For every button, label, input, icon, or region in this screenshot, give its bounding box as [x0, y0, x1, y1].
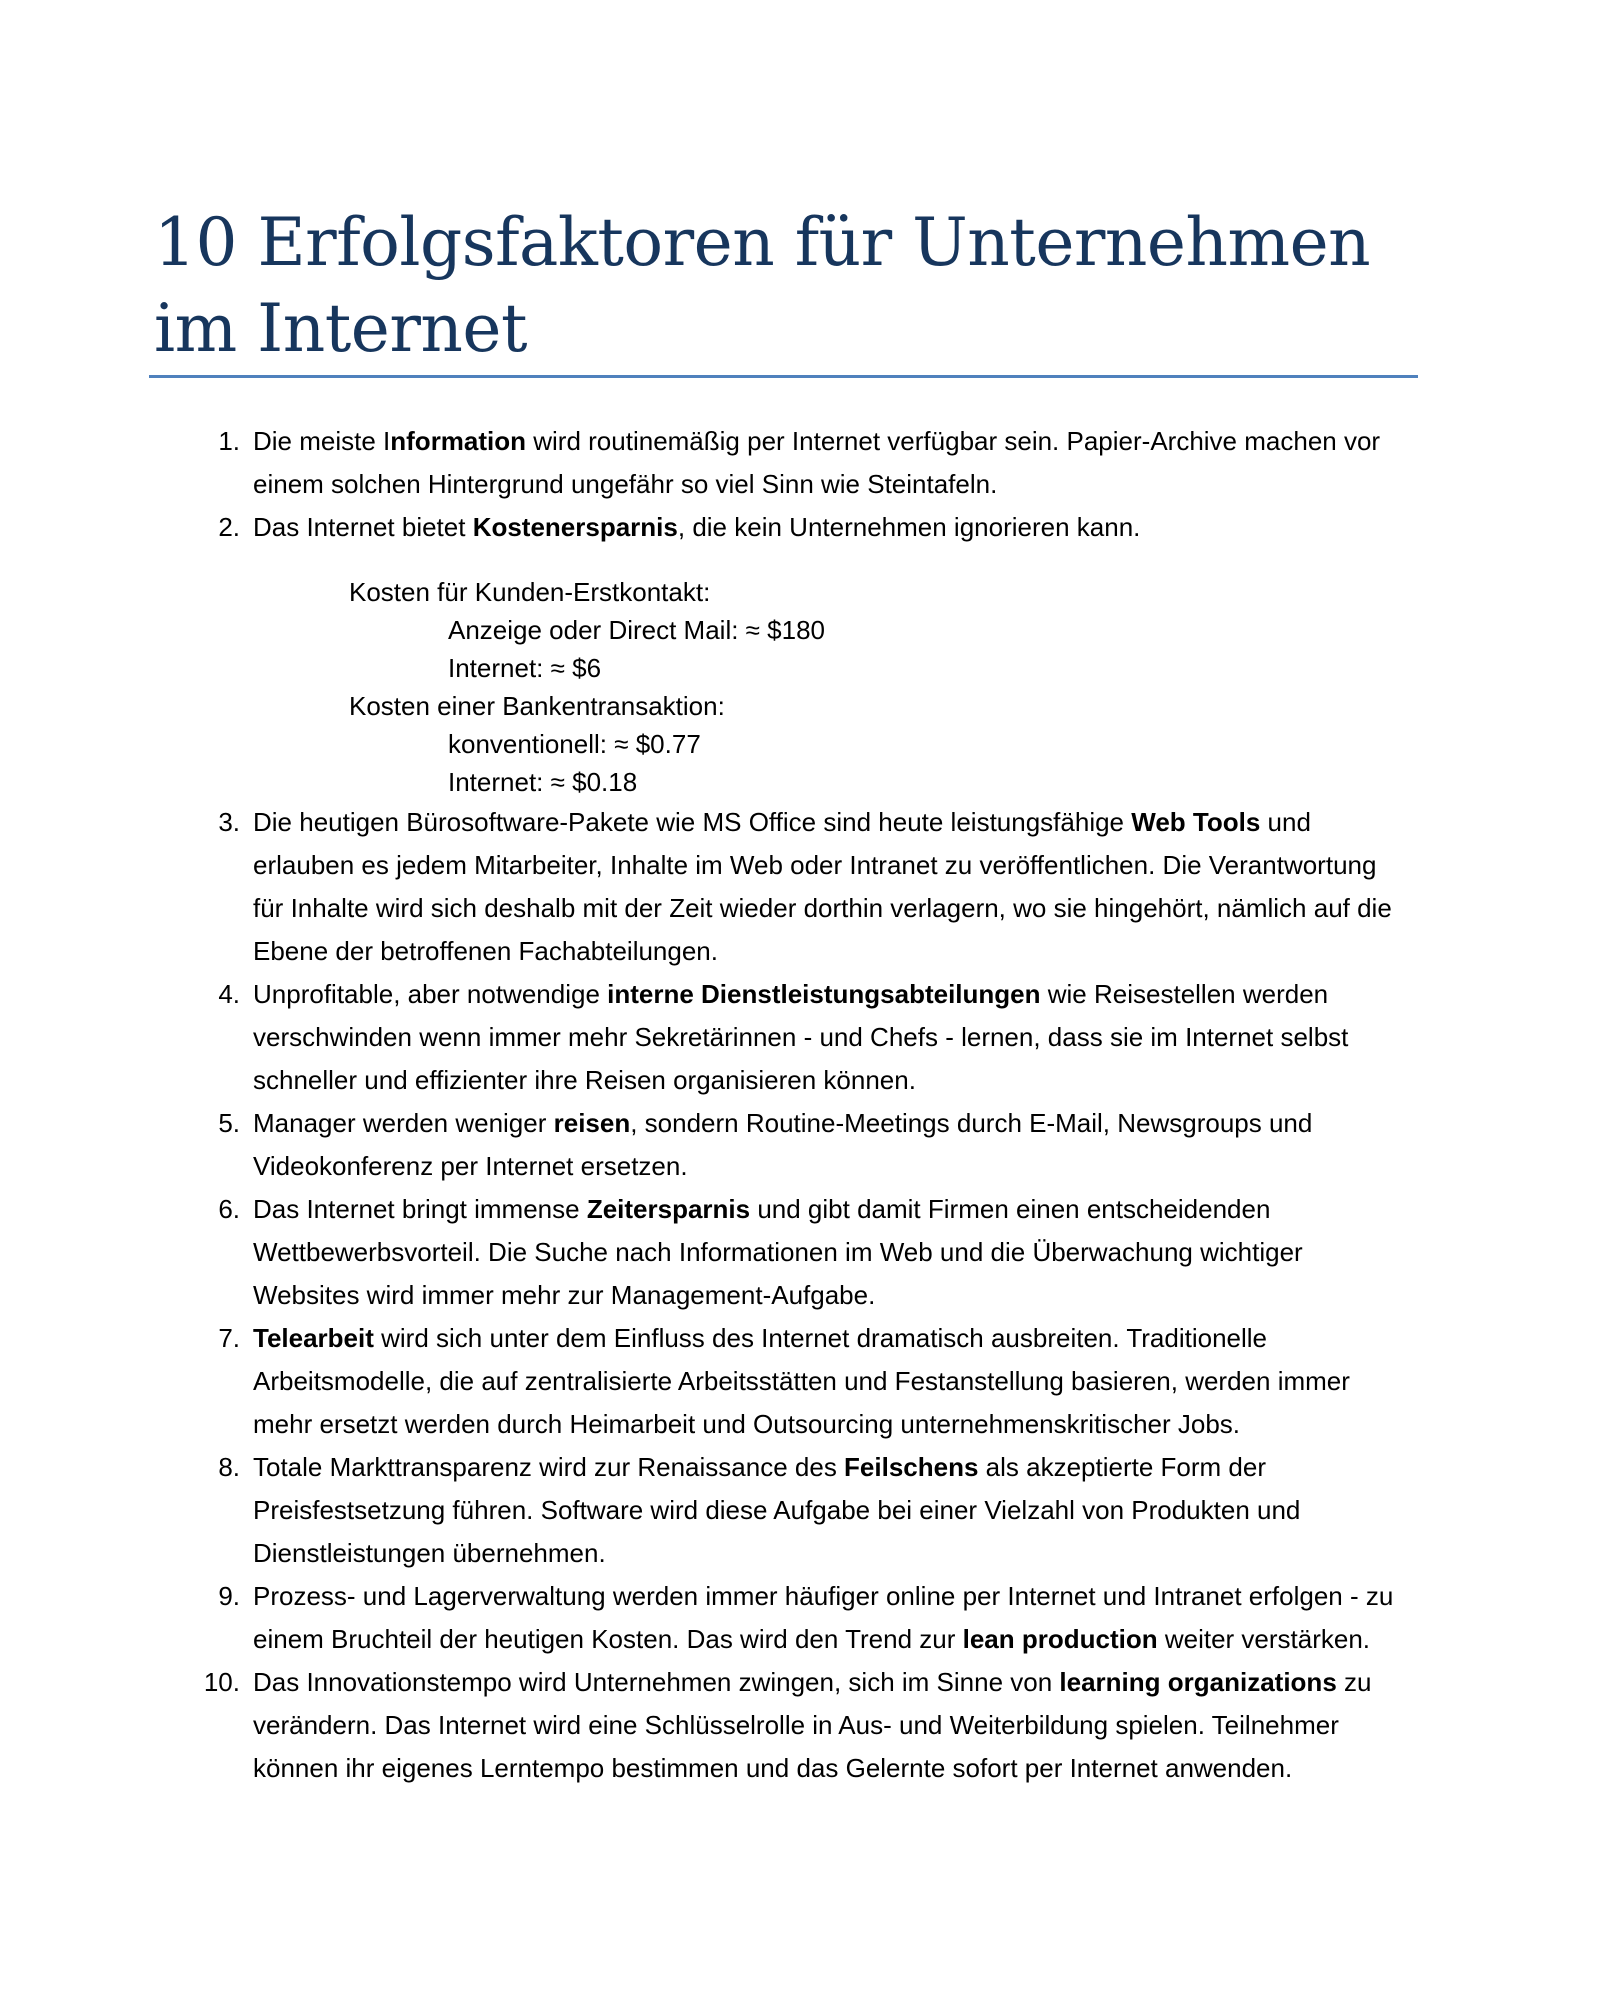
body-text: weiter verstärken.	[1157, 1624, 1371, 1654]
body-text: wird sich unter dem Einfluss des Internet dramatisch ausbreiten. Traditionelle Arbeitsmodelle, die auf zentralisierte Arbeitsstätten und Festanstellung basieren, werden immer mehr ersetzt werden durch Heimarbeit und Outsourcing unternehmenskritischer Jobs.	[253, 1323, 1350, 1439]
body-text: , die kein Unternehmen ignorieren kann.	[677, 512, 1141, 542]
list-text	[253, 1661, 1413, 1790]
body-text: Manager werden weniger	[253, 1108, 554, 1138]
cost-comparison	[0, 573, 1613, 801]
list-text	[253, 1575, 1413, 1661]
list-text	[253, 1188, 1413, 1317]
list-text	[253, 1446, 1413, 1575]
body-text: Totale Markttransparenz wird zur Renaissance des	[253, 1452, 845, 1482]
emphasis-text: Web Tools	[1131, 807, 1261, 837]
list-item	[0, 1575, 1613, 1661]
body-text: Das Internet bietet	[253, 512, 473, 542]
page-title: 10 Erfolgsfaktoren für Unternehmen im Internet	[154, 204, 1371, 367]
emphasis-text: nformation	[390, 426, 527, 456]
body-text: Unprofitable, aber notwendige	[253, 979, 608, 1009]
list-item	[0, 1317, 1613, 1446]
list-number: 9.	[218, 1581, 240, 1611]
list-item	[0, 1102, 1613, 1188]
emphasis-text: Feilschens	[844, 1452, 979, 1482]
numbered-list	[0, 420, 1613, 1790]
body-text: Die heutigen Bürosoftware-Pakete wie MS Office sind heute leistungsfähige	[253, 807, 1132, 837]
list-text	[253, 1102, 1413, 1188]
body-text: wird routinemäßig per Internet verfügbar sein. Papier-Archive machen vor einem solchen Hintergrund ungefähr so viel Sinn wie Steintafeln.	[253, 426, 1381, 499]
cost-heading: Kosten einer Bankentransaktion:	[349, 691, 725, 721]
list-item	[0, 420, 1613, 506]
list-number: 1.	[218, 426, 240, 456]
body-text: als akzeptierte Form der Preisfestsetzung führen. Software wird diese Aufgabe bei einer Vielzahl von Produkten und Dienstleistungen übernehmen.	[253, 1452, 1301, 1568]
list-item	[0, 973, 1613, 1102]
body-text: Die meiste I	[253, 426, 391, 456]
body-text: Das Internet bringt immense	[253, 1194, 587, 1224]
list-number: 2.	[218, 512, 240, 542]
emphasis-text: interne Dienstleistungsabteilungen	[607, 979, 1041, 1009]
cost-line: Anzeige oder Direct Mail: ≈ $180	[448, 615, 826, 645]
list-number: 4.	[218, 979, 240, 1009]
list-number: 8.	[218, 1452, 240, 1482]
list-item	[0, 1188, 1613, 1317]
emphasis-text: Telearbeit	[253, 1323, 374, 1353]
emphasis-text: reisen	[553, 1108, 631, 1138]
cost-line: Internet: ≈ $6	[448, 653, 602, 683]
body-text: zu verändern. Das Internet wird eine Schlüsselrolle in Aus- und Weiterbildung spielen. Teilnehmer können ihr eigenes Lerntempo bestimmen und das Gelernte sofort per Internet anwenden.	[253, 1667, 1372, 1783]
emphasis-text: learning organizations	[1059, 1667, 1337, 1697]
cost-heading: Kosten für Kunden-Erstkontakt:	[349, 577, 711, 607]
title-underline	[149, 375, 1418, 378]
list-number: 3.	[218, 807, 240, 837]
list-number: 10.	[203, 1667, 240, 1697]
list-number: 5.	[218, 1108, 240, 1138]
body-text: und erlauben es jedem Mitarbeiter, Inhalte im Web oder Intranet zu veröffentlichen. Die Verantwortung für Inhalte wird sich deshalb mit der Zeit wieder dorthin verlagern, wo sie hingehört, nämlich auf die Ebene der betroffenen Fachabteilungen.	[253, 807, 1392, 966]
list-text	[253, 973, 1413, 1102]
cost-line: Internet: ≈ $0.18	[448, 767, 638, 797]
cost-line: konventionell: ≈ $0.77	[448, 729, 701, 759]
emphasis-text: Kostenersparnis	[472, 512, 678, 542]
emphasis-text: lean production	[962, 1624, 1158, 1654]
body-text: und gibt damit Firmen einen entscheidenden Wettbewerbsvorteil. Die Suche nach Informationen im Web und die Überwachung wichtiger Websites wird immer mehr zur Management-Aufgabe.	[253, 1194, 1303, 1310]
body-text: Das Innovationstempo wird Unternehmen zwingen, sich im Sinne von	[253, 1667, 1060, 1697]
body-text: Prozess- und Lagerverwaltung werden immer häufiger online per Internet und Intranet erfolgen - zu einem Bruchteil der heutigen Kosten. Das wird den Trend zur	[253, 1581, 1394, 1654]
list-item	[0, 1661, 1613, 1790]
list-text	[253, 506, 1413, 549]
list-text	[253, 1317, 1413, 1446]
body-text: wie Reisestellen werden verschwinden wenn immer mehr Sekretärinnen - und Chefs - lernen, dass sie im Internet selbst schneller und effizienter ihre Reisen organisieren können.	[253, 979, 1349, 1095]
list-text	[253, 420, 1413, 506]
list-number: 7.	[218, 1323, 240, 1353]
list-number: 6.	[218, 1194, 240, 1224]
list-item	[0, 1446, 1613, 1575]
list-item	[0, 801, 1613, 973]
body-text: , sondern Routine-Meetings durch E-Mail, Newsgroups und Videokonferenz per Internet ersetzen.	[253, 1108, 1313, 1181]
list-text	[253, 801, 1413, 973]
list-item	[0, 506, 1613, 801]
emphasis-text: Zeitersparnis	[586, 1194, 751, 1224]
